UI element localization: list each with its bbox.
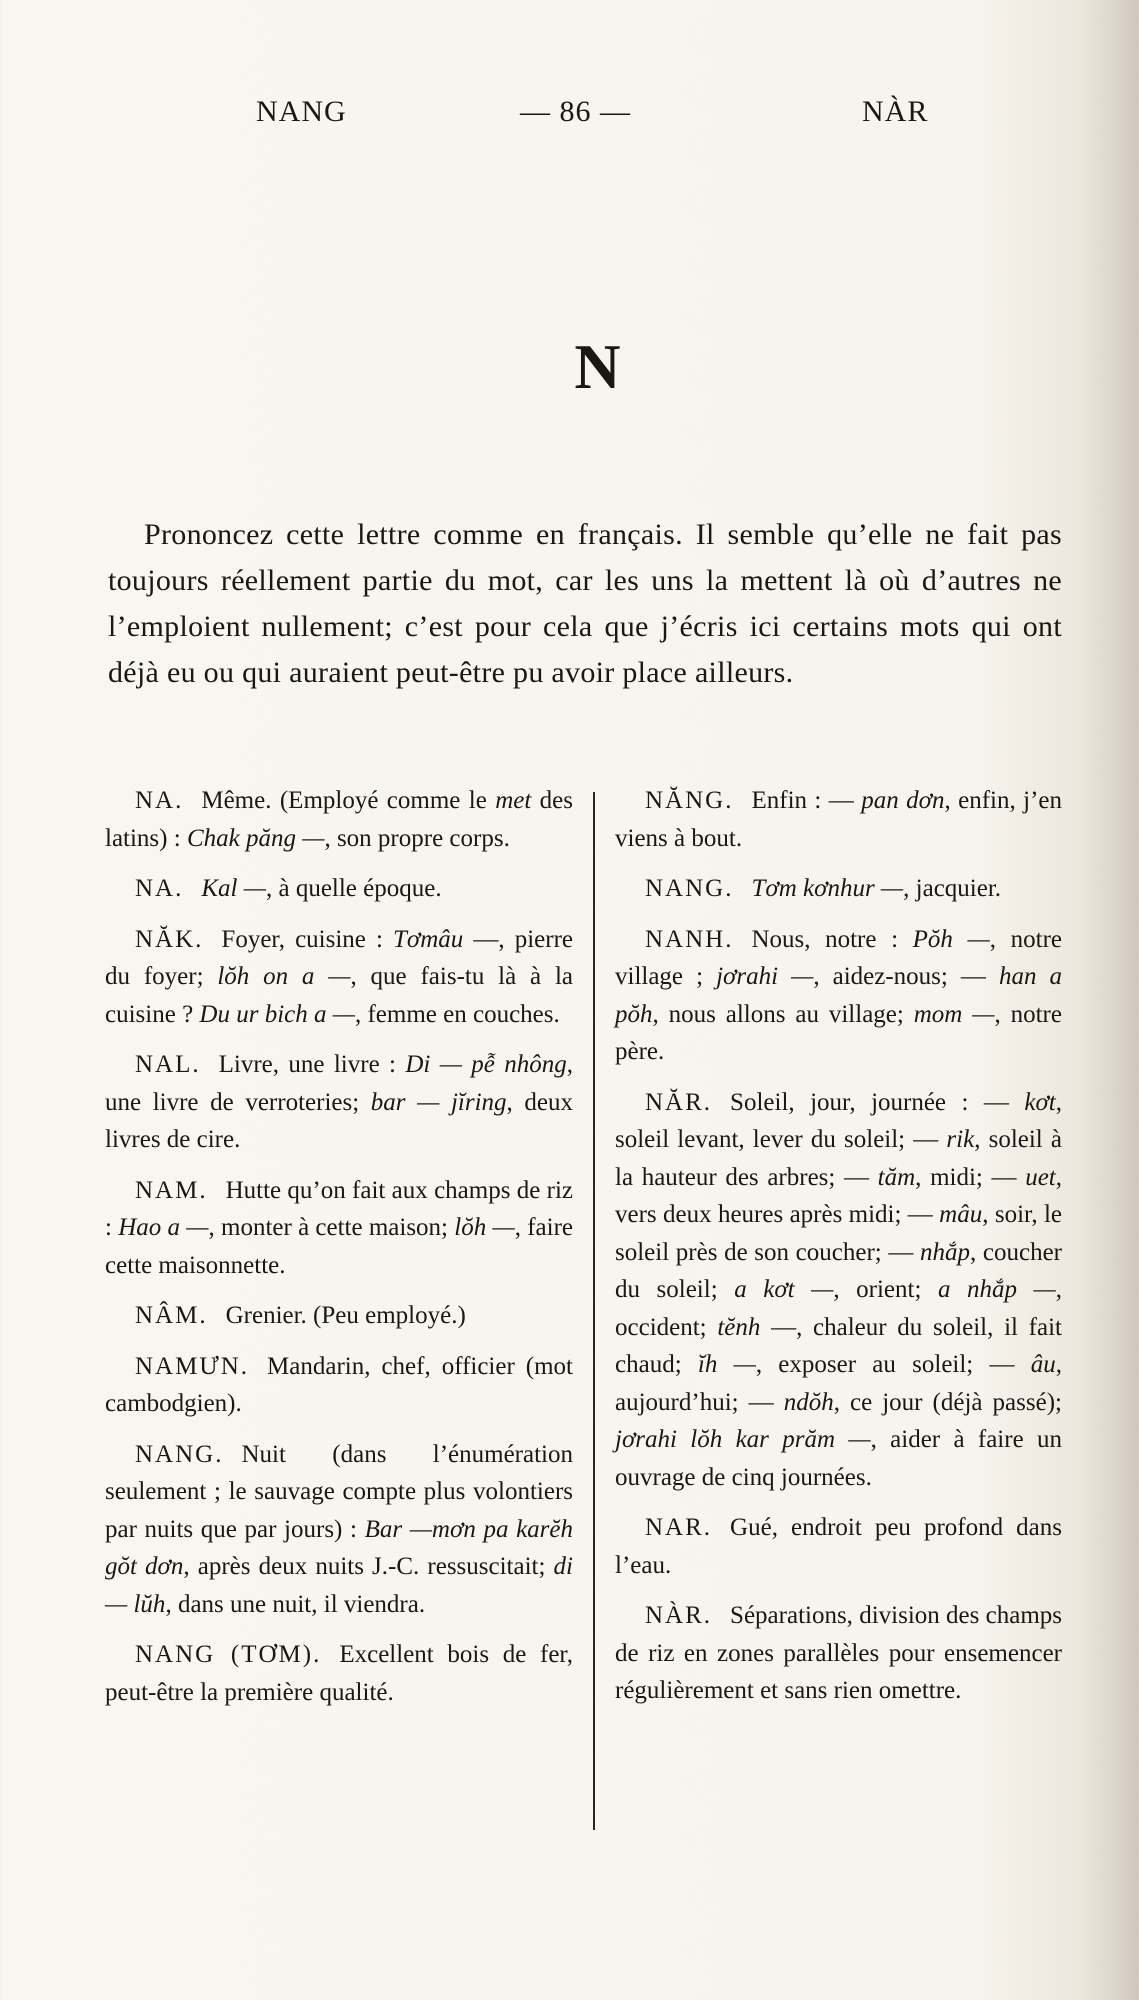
bahnar-term: pan dơn bbox=[861, 787, 945, 814]
running-head-left: NANG bbox=[256, 95, 347, 128]
definition-text: , une livre de verroteries; bbox=[105, 1051, 574, 1116]
dictionary-entry bbox=[105, 782, 573, 857]
definition-text: , après deux nuits J.-C. ressuscitait; bbox=[183, 1553, 554, 1580]
bahnar-term: rik bbox=[946, 1126, 975, 1153]
definition-text: —, pierre du foyer; bbox=[105, 925, 573, 990]
definition-text: , dans une nuit, il viendra. bbox=[165, 1590, 426, 1618]
headword: NANG. bbox=[645, 875, 734, 902]
bahnar-term: Hao a — bbox=[118, 1214, 209, 1241]
dictionary-entry bbox=[105, 1297, 573, 1335]
bahnar-term: lŏh on a — bbox=[217, 963, 351, 990]
definition-text: des latins) : bbox=[105, 787, 573, 852]
definition-text: Livre, une livre : bbox=[218, 1051, 406, 1078]
dictionary-entry bbox=[105, 1046, 573, 1159]
headword: NĂK. bbox=[135, 925, 204, 953]
headword: NAL. bbox=[135, 1051, 201, 1078]
dictionary-entry bbox=[615, 1084, 1062, 1497]
definition-text: , à quelle époque. bbox=[265, 875, 442, 902]
headword: NANG. bbox=[135, 1440, 224, 1468]
definition-text: Séparations, division des champs de riz en zones parallèles pour ensemencer régulièrement et sans rien omettre. bbox=[615, 1602, 1062, 1704]
definition-text: , coucher du soleil; bbox=[615, 1238, 1062, 1303]
bahnar-term: bar — jĭring bbox=[370, 1088, 507, 1116]
bahnar-term: Pŏh — bbox=[912, 925, 990, 953]
dictionary-entry bbox=[105, 921, 573, 1034]
definition-text: , femme en couches. bbox=[354, 1000, 560, 1028]
headword: NAMƯN. bbox=[135, 1352, 250, 1380]
bahnar-term: tĕnh bbox=[717, 1313, 761, 1341]
bahnar-term: uet bbox=[1025, 1163, 1056, 1191]
dictionary-entry bbox=[105, 1436, 573, 1624]
bahnar-term: lŏh — bbox=[454, 1214, 515, 1241]
bahnar-term: Di — pễ nhông bbox=[405, 1051, 567, 1078]
dictionary-entry bbox=[615, 1509, 1062, 1584]
headword: NANG (TƠM). bbox=[135, 1641, 322, 1668]
dictionary-entry bbox=[105, 1636, 573, 1711]
bahnar-term: Du ur bich a — bbox=[199, 1000, 355, 1028]
headword: NA. bbox=[135, 787, 184, 814]
column-divider bbox=[593, 792, 595, 1830]
bahnar-term: mom — bbox=[913, 1000, 995, 1028]
definition-text: , monter à cette maison; bbox=[208, 1214, 455, 1241]
definition-text: , midi; — bbox=[915, 1163, 1026, 1191]
definition-text: , enfin, j’en viens à bout. bbox=[615, 787, 1063, 852]
definition-text: Mandarin, chef, officier (mot cambodgien). bbox=[105, 1352, 573, 1417]
left-column bbox=[105, 782, 573, 1724]
dictionary-entry bbox=[105, 1172, 573, 1285]
headword: NĂR. bbox=[645, 1088, 713, 1116]
bahnar-term: nhắp bbox=[920, 1238, 970, 1266]
bahnar-term: a kơt — bbox=[734, 1276, 834, 1303]
definition-text: , notre père. bbox=[615, 1000, 1062, 1065]
headword: NA. bbox=[135, 875, 184, 902]
bahnar-term: âu bbox=[1030, 1351, 1056, 1378]
definition-text: , nous allons au village; bbox=[652, 1000, 914, 1028]
definition-text: Nuit (dans l’énumération seulement ; le sauvage compte plus volontiers par nuits que par jours) : bbox=[105, 1440, 573, 1543]
bahnar-term: Tơmâu bbox=[392, 925, 464, 953]
bahnar-term: a nhắp — bbox=[937, 1276, 1056, 1303]
definition-text: , aider à faire un ouvrage de cinq journées. bbox=[615, 1426, 1062, 1491]
definition-text: Excellent bois de fer, peut-être la première qualité. bbox=[105, 1641, 573, 1706]
bahnar-term: jơrahi — bbox=[716, 963, 814, 990]
definition-text: Gué, endroit peu profond dans l’eau. bbox=[615, 1514, 1062, 1579]
bahnar-term: di — lŭh bbox=[105, 1553, 573, 1618]
bahnar-term: han a pŏh bbox=[615, 963, 1062, 1028]
definition-text: Enfin : — bbox=[751, 787, 862, 814]
bahnar-term: jơrahi lŏh kar prăm — bbox=[615, 1426, 871, 1453]
definition-text: , aujourd’hui; — bbox=[615, 1351, 1062, 1416]
definition-text: , aidez-nous; — bbox=[813, 963, 999, 990]
section-letter: N bbox=[574, 331, 621, 402]
dictionary-entry bbox=[615, 1597, 1062, 1710]
definition-text: , que fais-tu là à la cuisine ? bbox=[105, 963, 573, 1028]
dictionary-entry bbox=[105, 870, 573, 908]
definition-text: Nous, notre : bbox=[751, 925, 913, 953]
intro-paragraph: Prononcez cette lettre comme en français. Il semble qu’elle ne fait pas toujours réellement partie du mot, car les uns la mettent là où d’autres ne l’emploient nullement; c’est pour cela que j’écris ici certains mots qui ont déjà eu ou qui auraient peut-être pu avoir place ailleurs. bbox=[108, 518, 1062, 689]
bahnar-term: mâu bbox=[939, 1201, 983, 1228]
definition-text: Foyer, cuisine : bbox=[221, 925, 393, 953]
bahnar-term: Bar —mơn pa karĕh gŏt dơn bbox=[105, 1515, 573, 1580]
headword: NÀR. bbox=[645, 1602, 713, 1629]
definition-text: —, chaleur du soleil, il fait chaud; bbox=[615, 1313, 1062, 1378]
definition-text: , vers deux heures après midi; — bbox=[615, 1163, 1062, 1228]
dictionary-entry bbox=[615, 921, 1062, 1071]
bahnar-term: Chak păng — bbox=[186, 824, 325, 852]
definition-text: , jacquier. bbox=[903, 875, 1002, 902]
headword: NANH. bbox=[645, 925, 734, 953]
definition-text: , son propre corps. bbox=[324, 824, 510, 852]
running-head-right: NÀR bbox=[862, 95, 929, 128]
dictionary-entry bbox=[615, 870, 1062, 908]
definition-text: , ce jour (déjà passé); bbox=[833, 1388, 1062, 1416]
bahnar-term: Kal — bbox=[201, 875, 266, 902]
definition-text: Grenier. (Peu employé.) bbox=[225, 1302, 466, 1329]
dictionary-entry bbox=[105, 1348, 573, 1423]
bahnar-term: Tơm kơnhur — bbox=[751, 875, 904, 902]
bahnar-term: kơt bbox=[1024, 1088, 1056, 1116]
definition-text: Même. (Employé comme le bbox=[201, 787, 496, 814]
definition-text: , soleil à la hauteur des arbres; — bbox=[615, 1126, 1062, 1191]
definition-text: , deux livres de cire. bbox=[105, 1088, 573, 1153]
definition-text: , soleil levant, lever du soleil; — bbox=[615, 1088, 1062, 1153]
definition-text: Soleil, jour, journée : — bbox=[730, 1088, 1025, 1116]
dictionary-entry bbox=[615, 782, 1062, 857]
bahnar-term: met bbox=[495, 787, 532, 814]
definition-text: , notre village ; bbox=[615, 925, 1062, 990]
definition-text: , faire cette maisonnette. bbox=[105, 1214, 573, 1279]
headword: NÂM. bbox=[135, 1302, 208, 1329]
headword: NAM. bbox=[135, 1176, 208, 1204]
page-number: — 86 — bbox=[520, 95, 631, 128]
headword: NĂNG. bbox=[645, 787, 734, 814]
definition-text: , exposer au soleil; — bbox=[755, 1351, 1031, 1378]
definition-text: , soir, le soleil près de son coucher; — bbox=[615, 1201, 1062, 1266]
right-column bbox=[615, 782, 1062, 1723]
definition-text: , occident; bbox=[615, 1276, 1062, 1341]
bahnar-term: ndŏh bbox=[783, 1388, 834, 1416]
definition-text: Hutte qu’on fait aux champs de riz : bbox=[105, 1176, 573, 1241]
headword: NAR. bbox=[645, 1514, 713, 1541]
bahnar-term: tăm bbox=[877, 1163, 916, 1191]
bahnar-term: ĭh — bbox=[697, 1351, 756, 1378]
definition-text: , orient; bbox=[833, 1276, 938, 1303]
